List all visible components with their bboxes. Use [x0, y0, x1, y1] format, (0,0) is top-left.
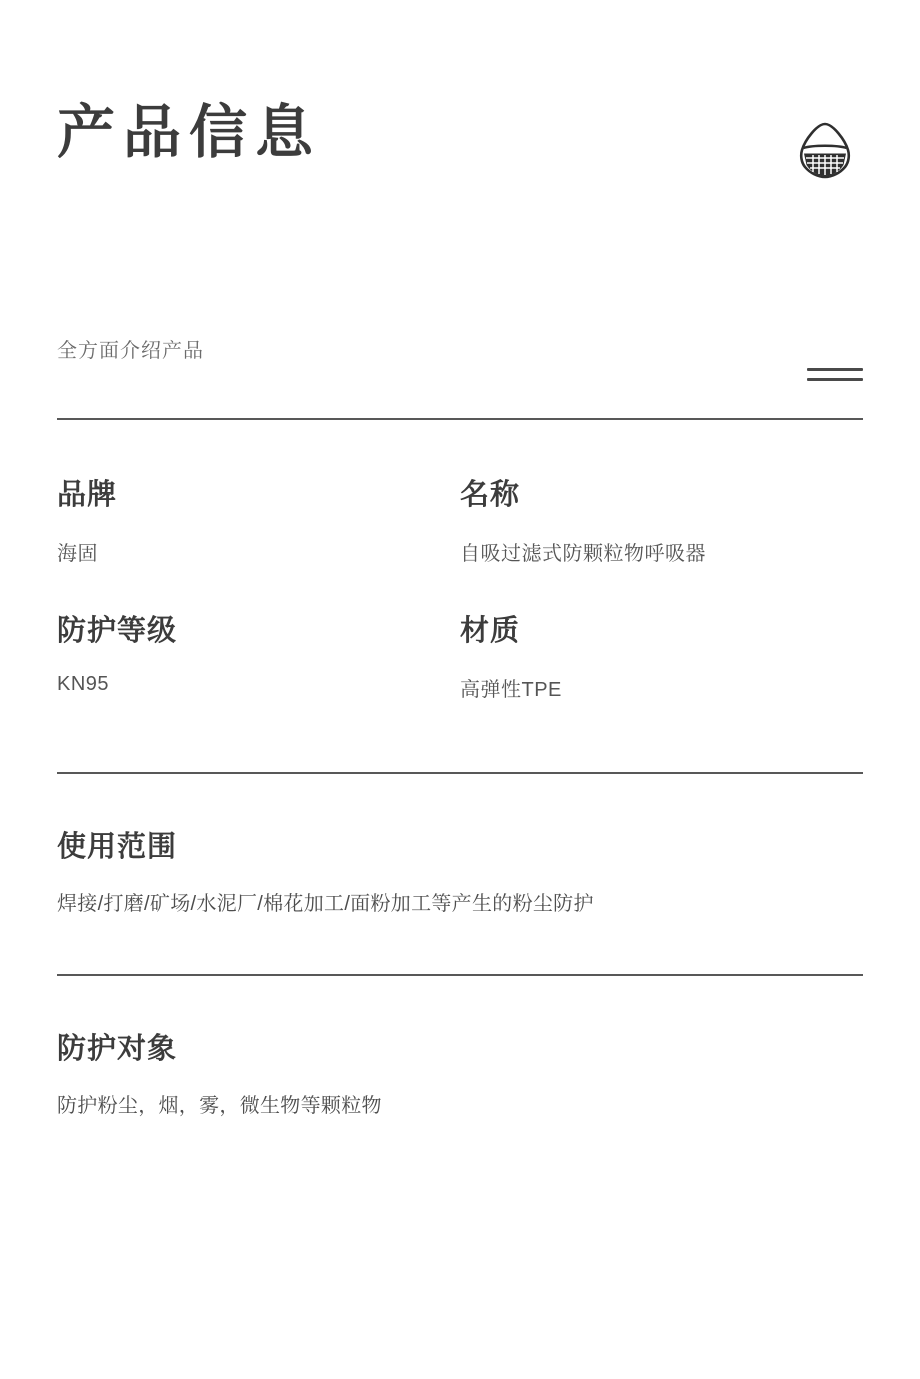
spec-item-name — [460, 478, 863, 566]
spec-grid — [57, 478, 863, 702]
spec-label: 防护等级 — [57, 614, 178, 647]
spec-label: 材质 — [460, 614, 521, 647]
section-usage-scope — [57, 824, 863, 916]
divider-middle — [57, 772, 863, 774]
spec-item-brand — [57, 478, 460, 566]
spec-value: 高弹性TPE — [460, 678, 562, 701]
divider-bottom — [57, 974, 863, 976]
spec-value: 自吸过滤式防颗粒物呼吸器 — [460, 542, 706, 565]
page-subtitle: 全方面介绍产品 — [57, 340, 204, 362]
spec-value: KN95 — [57, 672, 110, 695]
divider-top — [57, 418, 863, 420]
section-body: 防护粉尘，烟，雾，微生物等颗粒物 — [57, 1094, 382, 1117]
section-title: 防护对象 — [57, 1032, 178, 1065]
equals-mark-bar-top — [807, 368, 863, 371]
spec-label: 名称 — [460, 479, 521, 511]
equals-mark-bar-bottom — [807, 378, 863, 381]
respirator-mask-icon — [793, 120, 857, 182]
section-title: 使用范围 — [57, 830, 178, 863]
spec-item-material — [460, 614, 863, 702]
page-title: 产品信息 — [57, 100, 322, 165]
page-header — [57, 0, 863, 214]
section-protection-target — [57, 1026, 863, 1118]
equals-mark-icon — [807, 368, 863, 381]
spec-value: 海固 — [57, 542, 98, 565]
spec-item-protection-level — [57, 614, 460, 702]
section-body: 焊接/打磨/矿场/水泥厂/棉花加工/面粉加工等产生的粉尘防护 — [57, 892, 594, 915]
spec-label: 品牌 — [57, 479, 118, 511]
